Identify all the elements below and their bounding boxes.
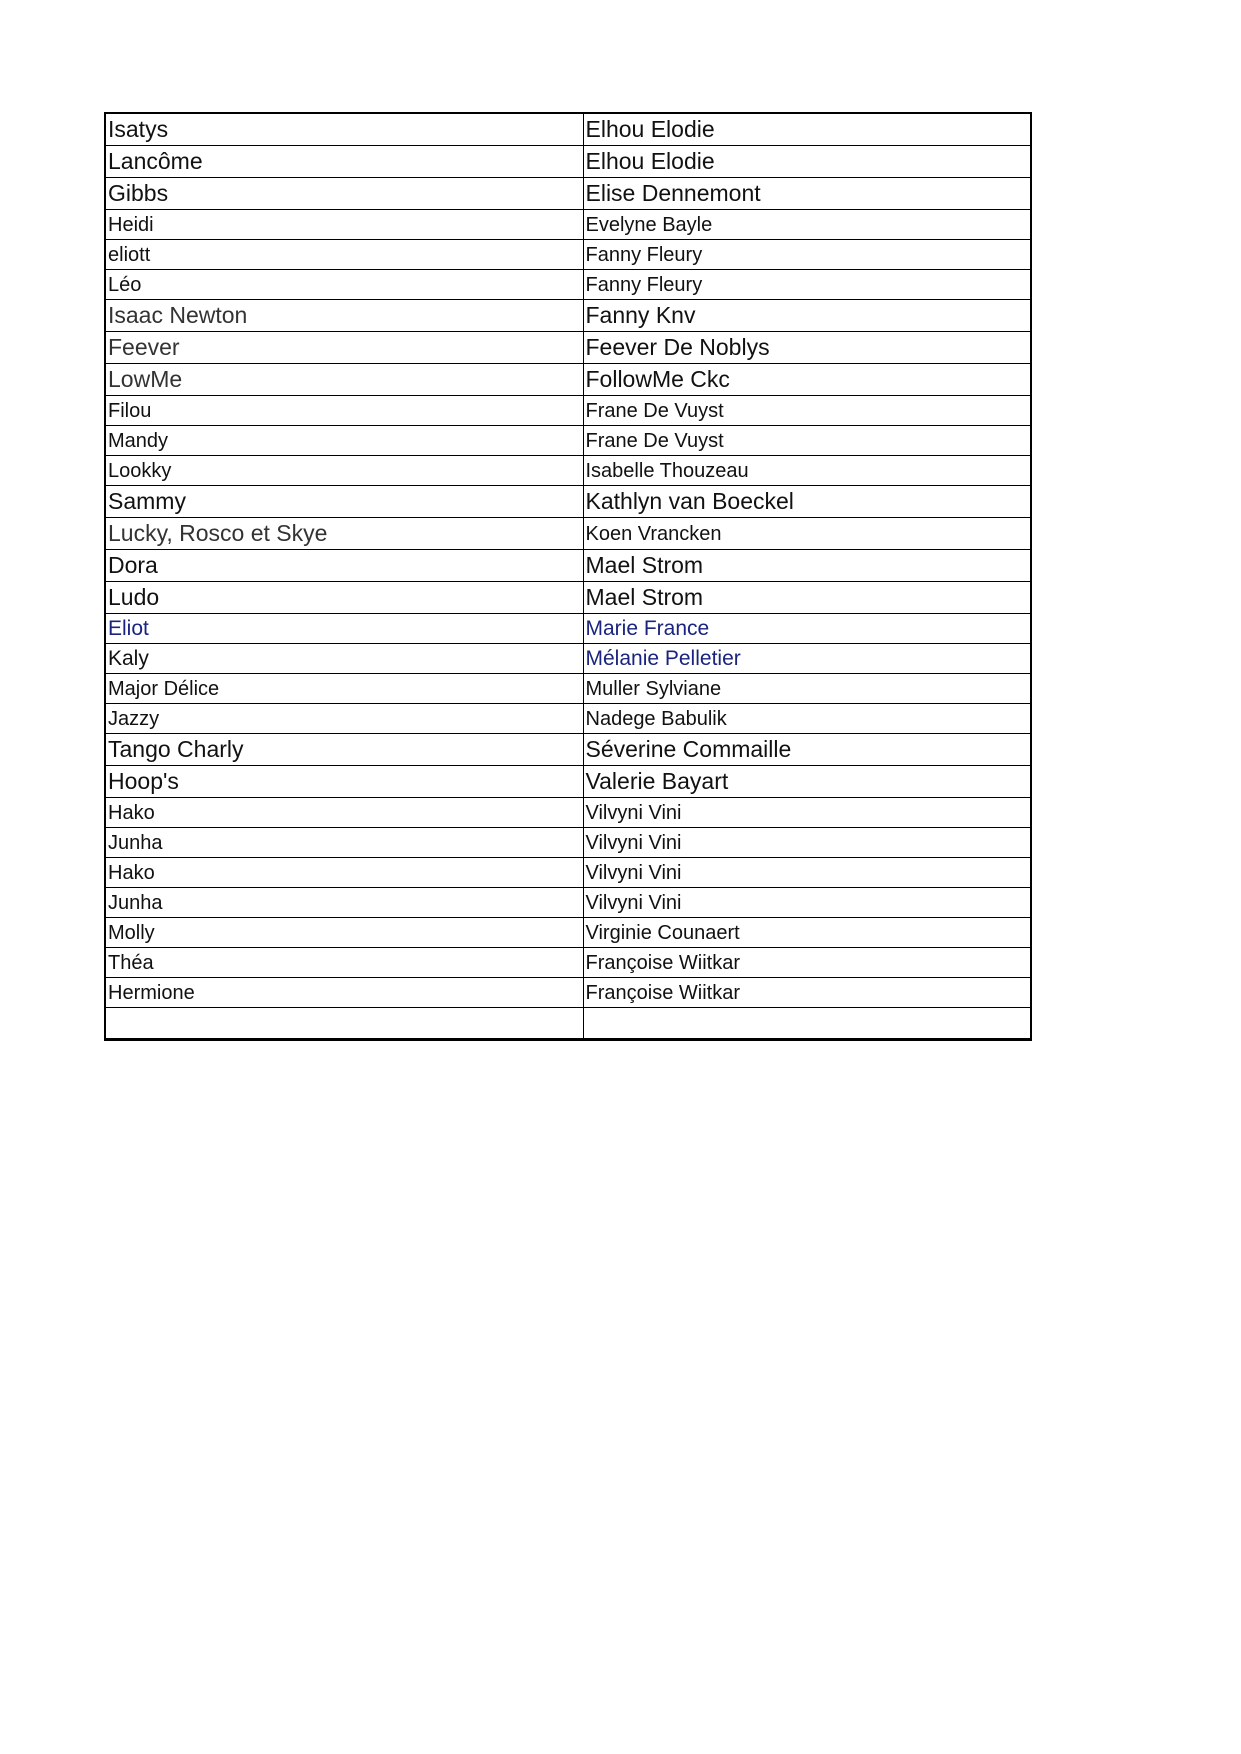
pet-name-cell: Eliot: [105, 614, 583, 644]
table-body: [105, 113, 1031, 1040]
owner-name-cell: Mélanie Pelletier: [583, 644, 1031, 674]
owner-name-cell: Séverine Commaille: [583, 734, 1031, 766]
pet-name-cell: Feever: [105, 332, 583, 364]
pet-name-cell: Ludo: [105, 582, 583, 614]
table-row: [105, 396, 1031, 426]
pet-name-cell: Sammy: [105, 486, 583, 518]
table-row: [105, 978, 1031, 1008]
table-row: [105, 178, 1031, 210]
table-row: [105, 766, 1031, 798]
table-row: [105, 426, 1031, 456]
pet-name-cell: Jazzy: [105, 704, 583, 734]
table-row: [105, 734, 1031, 766]
pet-name-cell: Filou: [105, 396, 583, 426]
pet-name-cell: Heidi: [105, 210, 583, 240]
owner-name-cell: Vilvyni Vini: [583, 798, 1031, 828]
table-row: [105, 300, 1031, 332]
table-row: [105, 364, 1031, 396]
table-row: [105, 270, 1031, 300]
spreadsheet-page: [104, 112, 1030, 1041]
pet-name-cell: Lucky, Rosco et Skye: [105, 518, 583, 550]
owner-name-cell: Elise Dennemont: [583, 178, 1031, 210]
table-row: [105, 858, 1031, 888]
owner-name-cell: Feever De Noblys: [583, 332, 1031, 364]
pet-name-cell: Hoop's: [105, 766, 583, 798]
table-row: [105, 486, 1031, 518]
owner-name-cell: Marie France: [583, 614, 1031, 644]
table-row: [105, 888, 1031, 918]
table-row: [105, 113, 1031, 146]
owner-name-cell: Valerie Bayart: [583, 766, 1031, 798]
table-row: [105, 210, 1031, 240]
owner-name-cell: Françoise Wiitkar: [583, 948, 1031, 978]
pet-name-cell: eliott: [105, 240, 583, 270]
table-row: [105, 550, 1031, 582]
table-row: [105, 948, 1031, 978]
pet-name-cell: Hako: [105, 798, 583, 828]
pet-name-cell: Isatys: [105, 113, 583, 146]
pet-name-cell: Molly: [105, 918, 583, 948]
owner-name-cell: Vilvyni Vini: [583, 888, 1031, 918]
owner-name-cell: Muller Sylviane: [583, 674, 1031, 704]
owner-name-cell: Mael Strom: [583, 582, 1031, 614]
table-row: [105, 644, 1031, 674]
pet-name-cell: Gibbs: [105, 178, 583, 210]
pet-name-cell: Hermione: [105, 978, 583, 1008]
empty-pet-cell: [105, 1008, 583, 1040]
table-row: [105, 798, 1031, 828]
table-row: [105, 146, 1031, 178]
pet-name-cell: Lancôme: [105, 146, 583, 178]
owner-name-cell: Koen Vrancken: [583, 518, 1031, 550]
pet-name-cell: Lookky: [105, 456, 583, 486]
owner-name-cell: Elhou Elodie: [583, 113, 1031, 146]
owner-name-cell: Kathlyn van Boeckel: [583, 486, 1031, 518]
pet-name-cell: Kaly: [105, 644, 583, 674]
pet-name-cell: Junha: [105, 888, 583, 918]
table-row: [105, 582, 1031, 614]
pet-name-cell: Hako: [105, 858, 583, 888]
owner-name-cell: Evelyne Bayle: [583, 210, 1031, 240]
table-row: [105, 614, 1031, 644]
owner-name-cell: FollowMe Ckc: [583, 364, 1031, 396]
table-row: [105, 518, 1031, 550]
owner-name-cell: Frane De Vuyst: [583, 396, 1031, 426]
table-row: [105, 332, 1031, 364]
owner-name-cell: Françoise Wiitkar: [583, 978, 1031, 1008]
owner-name-cell: Elhou Elodie: [583, 146, 1031, 178]
table-row: [105, 828, 1031, 858]
table-row: [105, 704, 1031, 734]
owner-name-cell: Vilvyni Vini: [583, 828, 1031, 858]
table-row: [105, 240, 1031, 270]
pet-name-cell: Junha: [105, 828, 583, 858]
owner-name-cell: Fanny Fleury: [583, 240, 1031, 270]
owner-name-cell: Vilvyni Vini: [583, 858, 1031, 888]
pet-name-cell: Théa: [105, 948, 583, 978]
pet-name-cell: Tango Charly: [105, 734, 583, 766]
pet-name-cell: LowMe: [105, 364, 583, 396]
pet-name-cell: Dora: [105, 550, 583, 582]
empty-owner-cell: [583, 1008, 1031, 1040]
pet-name-cell: Major Délice: [105, 674, 583, 704]
owner-name-cell: Virginie Counaert: [583, 918, 1031, 948]
owner-name-cell: Isabelle Thouzeau: [583, 456, 1031, 486]
pet-name-cell: Léo: [105, 270, 583, 300]
table-row: [105, 674, 1031, 704]
empty-table-row: [105, 1008, 1031, 1040]
table-row: [105, 456, 1031, 486]
pet-name-cell: Isaac Newton: [105, 300, 583, 332]
owner-name-cell: Fanny Fleury: [583, 270, 1031, 300]
pet-name-cell: Mandy: [105, 426, 583, 456]
owner-name-cell: Mael Strom: [583, 550, 1031, 582]
table-row: [105, 918, 1031, 948]
owner-name-cell: Frane De Vuyst: [583, 426, 1031, 456]
owner-name-cell: Fanny Knv: [583, 300, 1031, 332]
pet-owner-table: [104, 112, 1032, 1041]
owner-name-cell: Nadege Babulik: [583, 704, 1031, 734]
